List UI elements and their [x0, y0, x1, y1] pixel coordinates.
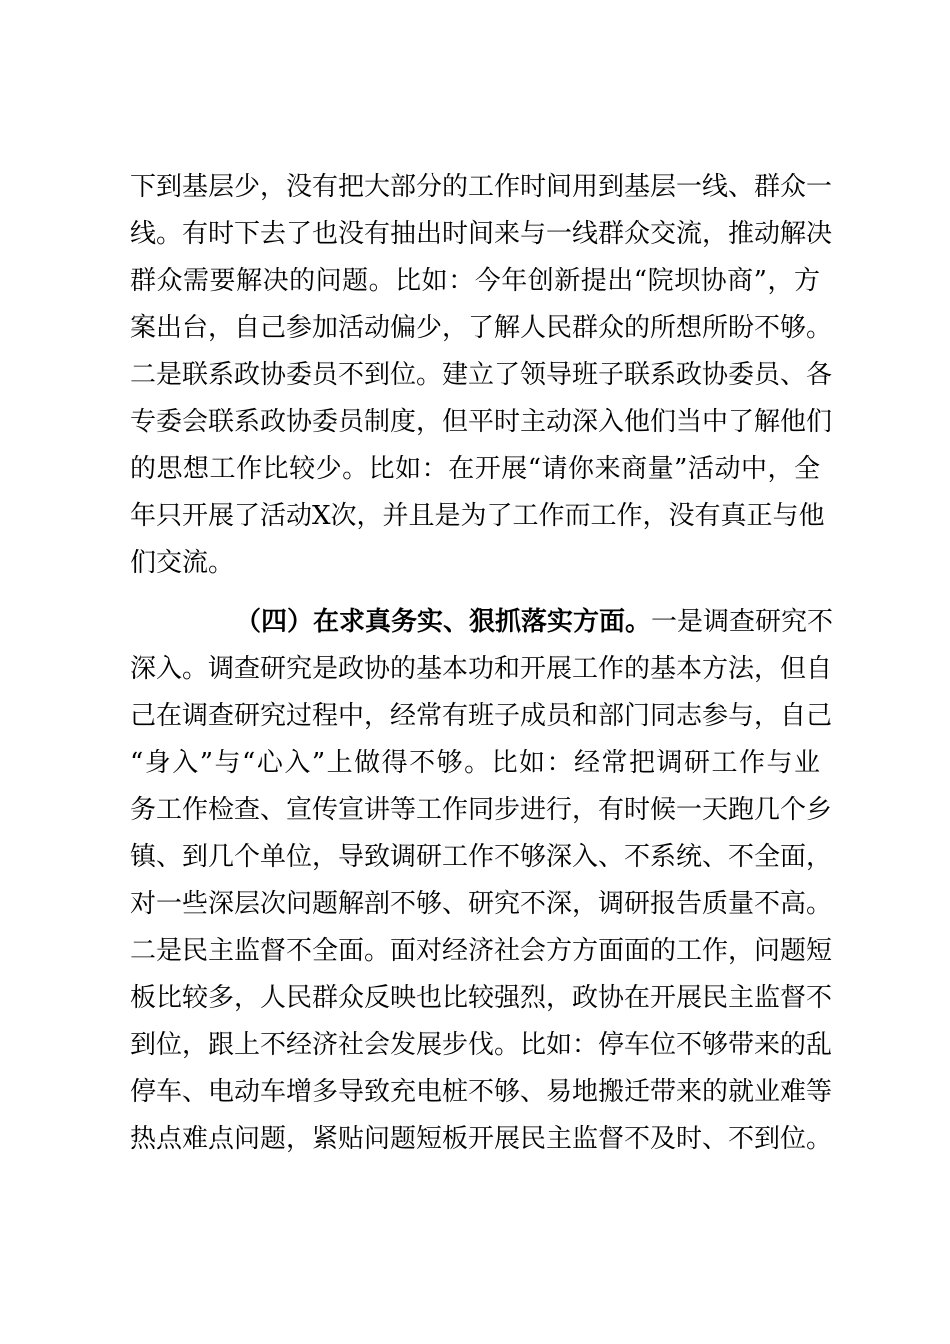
text-line: 镇、到几个单位，导致调研工作不够深入、不系统、不全面，	[130, 842, 833, 872]
text-line: 板比较多，人民群众反映也比较强烈，政协在开展民主监督不	[130, 983, 833, 1013]
text-line: 年只开展了活动X次，并且是为了工作而工作，没有真正与他	[130, 501, 825, 531]
text-line: “身入”与“心入”上做得不够。比如：经常把调研工作与业	[130, 748, 820, 778]
section-heading: （四）在求真务实、狠抓落实方面。	[235, 607, 652, 637]
text-line: 停车、电动车增多导致充电桩不够、易地搬迁带来的就业难等	[130, 1077, 833, 1107]
section-first-line-text: 一是调查研究不	[651, 607, 834, 637]
text-line: 己在调查研究过程中，经常有班子成员和部门同志参与，自己	[130, 701, 833, 731]
text-line: 深入。调查研究是政协的基本功和开展工作的基本方法，但自	[130, 654, 833, 684]
text-line: 到位，跟上不经济社会发展步伐。比如：停车位不够带来的乱	[130, 1030, 833, 1060]
text-line: 下到基层少，没有把大部分的工作时间用到基层一线、群众一	[130, 172, 833, 202]
text-line: 案出台，自己参加活动偏少，了解人民群众的所想所盼不够。	[130, 313, 833, 343]
text-line: 对一些深层次问题解剖不够、研究不深，调研报告质量不高。	[130, 889, 833, 919]
text-line: 专委会联系政协委员制度，但平时主动深入他们当中了解他们	[130, 407, 833, 437]
text-line: 二是联系政协委员不到位。建立了领导班子联系政协委员、各	[130, 360, 833, 390]
text-line: 的思想工作比较少。比如：在开展“请你来商量”活动中，全	[130, 454, 820, 484]
text-line: 热点难点问题，紧贴问题短板开展民主监督不及时、不到位。	[130, 1124, 833, 1154]
text-line: 们交流。	[130, 548, 235, 578]
text-line: 务工作检查、宣传宣讲等工作同步进行，有时候一天跑几个乡	[130, 795, 833, 825]
text-line: 群众需要解决的问题。比如：今年创新提出“院坝协商”，方	[130, 266, 820, 296]
text-line: 二是民主监督不全面。面对经济社会方方面面的工作，问题短	[130, 936, 833, 966]
section-heading-line	[130, 600, 834, 644]
text-line: 线。有时下去了也没有抽出时间来与一线群众交流，推动解决	[130, 219, 833, 249]
